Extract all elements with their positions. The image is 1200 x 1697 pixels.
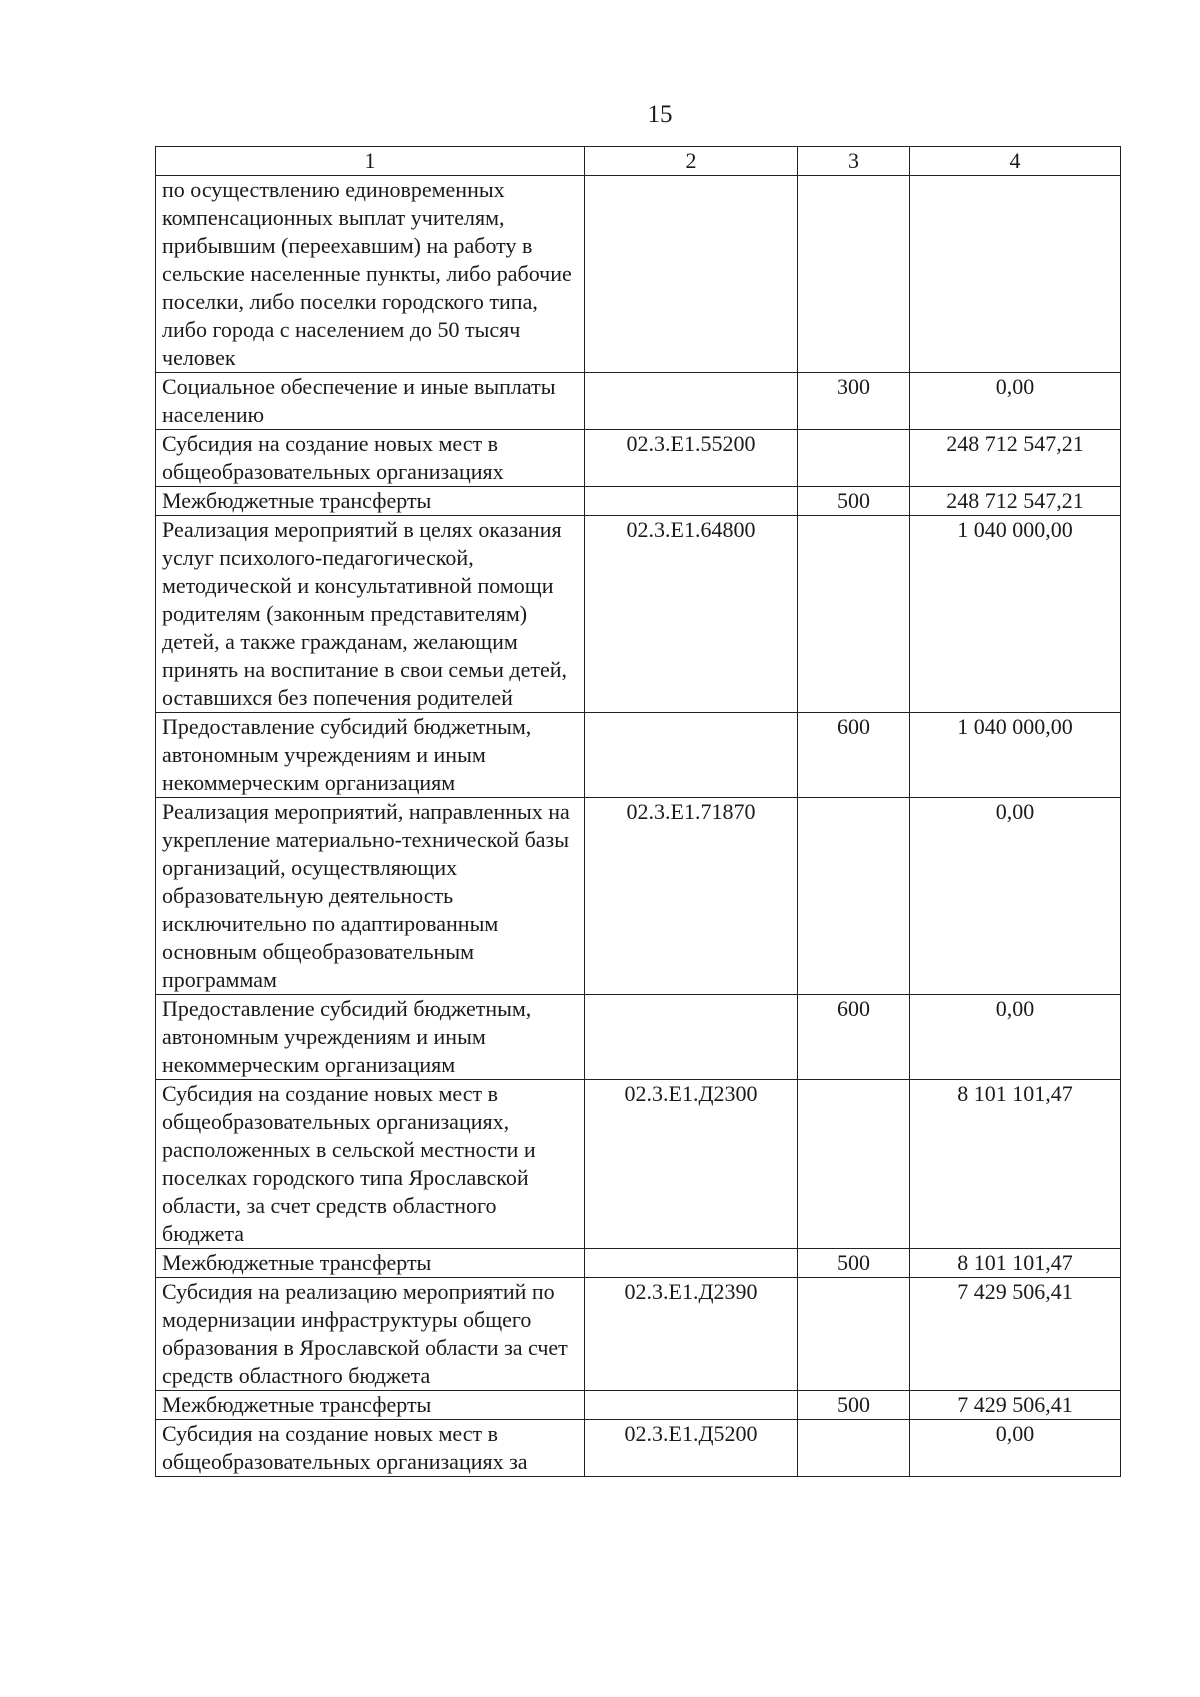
row-code: [585, 176, 798, 373]
row-type: [798, 430, 910, 487]
row-type: [798, 516, 910, 713]
row-amount: 7 429 506,41: [910, 1391, 1121, 1420]
row-amount: 0,00: [910, 1420, 1121, 1477]
row-name: Реализация мероприятий в целях оказания услуг психолого-педагогической, методической и консультативной помощи родителям (законным представителям) детей, а также гражданам, желающим принять на воспитание в свои семьи детей, оставшихся без попечения родителей: [156, 516, 585, 713]
column-header-4: 4: [910, 147, 1121, 176]
table-row: [156, 1420, 1121, 1477]
row-type: [798, 176, 910, 373]
row-amount: 1 040 000,00: [910, 516, 1121, 713]
table-row: [156, 1391, 1121, 1420]
row-name: Субсидия на создание новых мест в общеобразовательных организациях: [156, 430, 585, 487]
row-type: 600: [798, 713, 910, 798]
budget-table: [155, 146, 1121, 1477]
table-row: [156, 373, 1121, 430]
table-row: [156, 516, 1121, 713]
row-type: 300: [798, 373, 910, 430]
row-amount: 8 101 101,47: [910, 1080, 1121, 1249]
row-code: [585, 995, 798, 1080]
row-type: [798, 1080, 910, 1249]
row-code: 02.3.E1.Д2300: [585, 1080, 798, 1249]
row-amount: 0,00: [910, 995, 1121, 1080]
table-row: [156, 798, 1121, 995]
row-name: Субсидия на создание новых мест в общеобразовательных организациях, расположенных в сельской местности и поселках городского типа Ярославской области, за счет средств областного бюджета: [156, 1080, 585, 1249]
row-name: Межбюджетные трансферты: [156, 1249, 585, 1278]
row-type: 500: [798, 1391, 910, 1420]
table-row: [156, 1080, 1121, 1249]
row-code: [585, 487, 798, 516]
table-row: [156, 995, 1121, 1080]
row-code: 02.3.E1.71870: [585, 798, 798, 995]
row-code: 02.3.E1.Д5200: [585, 1420, 798, 1477]
row-amount: 8 101 101,47: [910, 1249, 1121, 1278]
row-name: Межбюджетные трансферты: [156, 487, 585, 516]
row-type: 600: [798, 995, 910, 1080]
page-number: 15: [647, 101, 673, 128]
table-row: [156, 487, 1121, 516]
row-name: Социальное обеспечение и иные выплаты населению: [156, 373, 585, 430]
column-header-1: 1: [156, 147, 585, 176]
row-code: 02.3.E1.64800: [585, 516, 798, 713]
table-row: [156, 1249, 1121, 1278]
row-code: [585, 713, 798, 798]
column-header-2: 2: [585, 147, 798, 176]
row-code: [585, 1249, 798, 1278]
row-amount: 7 429 506,41: [910, 1278, 1121, 1391]
column-header-3: 3: [798, 147, 910, 176]
table-row: [156, 713, 1121, 798]
row-amount: 0,00: [910, 373, 1121, 430]
row-name: Предоставление субсидий бюджетным, автономным учреждениям и иным некоммерческим организациям: [156, 995, 585, 1080]
row-code: [585, 1391, 798, 1420]
row-code: 02.3.E1.55200: [585, 430, 798, 487]
row-amount: 1 040 000,00: [910, 713, 1121, 798]
row-amount: 248 712 547,21: [910, 487, 1121, 516]
row-name: Реализация мероприятий, направленных на укрепление материально-технической базы организаций, осуществляющих образовательную деятельность исключительно по адаптированным основным общеобразовательным программам: [156, 798, 585, 995]
table-header-row: [156, 147, 1121, 176]
row-code: 02.3.E1.Д2390: [585, 1278, 798, 1391]
row-type: [798, 1278, 910, 1391]
table-row: [156, 1278, 1121, 1391]
row-amount: 248 712 547,21: [910, 430, 1121, 487]
row-type: [798, 1420, 910, 1477]
row-type: 500: [798, 1249, 910, 1278]
table-row: [156, 430, 1121, 487]
table-row: [156, 176, 1121, 373]
row-name: Субсидия на создание новых мест в общеобразовательных организациях за: [156, 1420, 585, 1477]
row-name: Субсидия на реализацию мероприятий по модернизации инфраструктуры общего образования в Ярославской области за счет средств областного бюджета: [156, 1278, 585, 1391]
row-amount: [910, 176, 1121, 373]
row-name: по осуществлению единовременных компенсационных выплат учителям, прибывшим (переехавшим) на работу в сельские населенные пункты, либо рабочие поселки, либо поселки городского типа, либо города с населением до 50 тысяч человек: [156, 176, 585, 373]
row-type: 500: [798, 487, 910, 516]
row-type: [798, 798, 910, 995]
row-name: Межбюджетные трансферты: [156, 1391, 585, 1420]
row-code: [585, 373, 798, 430]
row-name: Предоставление субсидий бюджетным, автономным учреждениям и иным некоммерческим организациям: [156, 713, 585, 798]
row-amount: 0,00: [910, 798, 1121, 995]
